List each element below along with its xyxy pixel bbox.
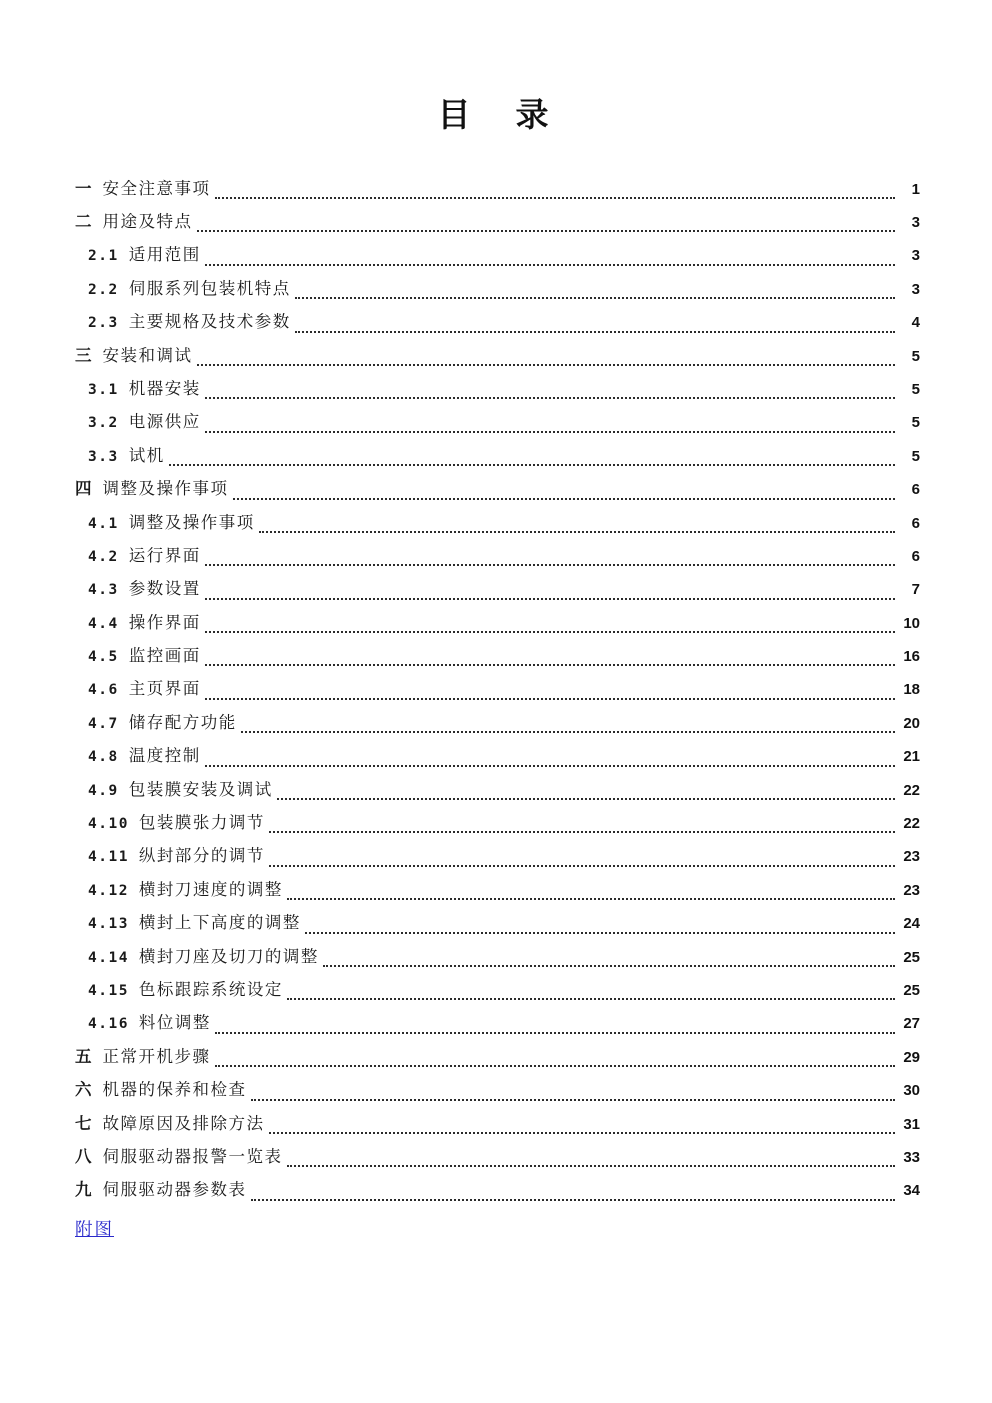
toc-entry-page: 25 [903,948,920,966]
toc-leader-dots [205,431,895,433]
toc-entry-page: 6 [911,481,920,499]
toc-entry [75,375,920,408]
toc-leader-dots [205,598,895,600]
toc-entry-title: 储存配方功能 [128,712,237,732]
toc-entry-page: 6 [911,514,920,532]
toc-entry-number: 五 [75,1046,93,1066]
toc-leader-dots [323,965,895,967]
toc-leader-dots [295,297,895,299]
toc-entry [75,675,920,708]
toc-entry-number: 2.2 [88,281,119,298]
toc-leader-dots [287,1165,896,1167]
toc-entry [75,542,920,575]
toc-entry-number: 4.6 [88,682,119,699]
toc-entry-number: 2.3 [88,315,119,332]
toc-entry-number: 九 [75,1180,93,1200]
toc-entry-number: 4.8 [88,749,119,766]
toc-entry-page: 3 [911,213,920,231]
toc-entry-title: 调整及操作事项 [128,512,255,532]
toc-entry-number: 三 [75,345,93,365]
toc-entry [75,709,920,742]
toc-leader-dots [305,932,895,934]
toc-entry-page: 6 [911,547,920,565]
toc-leader-dots [277,798,895,800]
toc-entry-page: 16 [903,648,920,666]
toc-leader-dots [269,831,895,833]
toc-entry-page: 23 [903,848,920,866]
toc-entry [75,609,920,642]
toc-entry-page: 7 [911,581,920,599]
toc-leader-dots [205,765,895,767]
toc-leader-dots [251,1099,896,1101]
toc-entry-title: 伺服系列包装机特点 [128,278,291,298]
toc-entry-number: 4.9 [88,782,119,799]
toc-entry-page: 25 [903,981,920,999]
toc-entry [75,241,920,274]
toc-leader-dots [197,364,896,366]
toc-entry-page: 30 [903,1082,920,1100]
toc-entry-title: 料位调整 [138,1013,211,1033]
toc-leader-dots [269,865,895,867]
toc-leader-dots [287,998,895,1000]
toc-entry [75,842,920,875]
toc-entry-number: 二 [75,211,93,231]
toc-entry-title: 调整及操作事项 [102,479,229,499]
toc-leader-dots [241,731,895,733]
toc-entry [75,909,920,942]
toc-entry-title: 运行界面 [128,545,201,565]
toc-entry-number: 六 [75,1080,93,1100]
toc-entry-number: 4.5 [88,649,119,666]
toc-entry-number: 一 [75,178,93,198]
toc-entry [75,408,920,441]
toc-entry-number: 七 [75,1113,93,1133]
toc-leader-dots [205,664,895,666]
toc-entry-page: 5 [911,347,920,365]
toc-leader-dots [287,898,895,900]
toc-entry-title: 横封上下高度的调整 [138,913,301,933]
toc-leader-dots [205,397,895,399]
toc-list [0,175,992,1210]
toc-entry-page: 33 [903,1148,920,1166]
toc-entry [75,175,920,208]
toc-leader-dots [233,498,896,500]
toc-entry-page: 1 [911,180,920,198]
toc-entry-title: 电源供应 [128,412,201,432]
toc-leader-dots [251,1199,896,1201]
toc-entry [75,1043,920,1076]
toc-entry [75,442,920,475]
toc-entry-number: 八 [75,1146,93,1166]
toc-entry-number: 4.13 [88,916,129,933]
toc-entry [75,342,920,375]
toc-entry-page: 22 [903,781,920,799]
toc-entry-title: 主要规格及技术参数 [128,312,291,332]
toc-entry-title: 伺服驱动器报警一览表 [102,1146,283,1166]
toc-entry-page: 5 [911,447,920,465]
toc-entry [75,1110,920,1143]
toc-entry-title: 适用范围 [128,245,201,265]
toc-leader-dots [169,464,895,466]
toc-entry-title: 伺服驱动器参数表 [102,1180,247,1200]
toc-entry-title: 安装和调试 [102,345,193,365]
toc-entry-page: 29 [903,1048,920,1066]
toc-entry [75,876,920,909]
toc-entry-page: 22 [903,815,920,833]
toc-entry-page: 34 [903,1182,920,1200]
toc-entry-title: 主页界面 [128,679,201,699]
page-title: 目 录 [437,98,555,134]
appendix-link-row [0,1216,992,1241]
toc-entry [75,943,920,976]
toc-entry-title: 温度控制 [128,746,201,766]
toc-entry-title: 包装膜张力调节 [138,813,265,833]
toc-entry-number: 3.1 [88,381,119,398]
toc-entry-title: 正常开机步骤 [102,1046,211,1066]
toc-entry-number: 四 [75,479,93,499]
toc-entry [75,1009,920,1042]
toc-entry-title: 操作界面 [128,612,201,632]
toc-leader-dots [205,698,895,700]
toc-entry-page: 23 [903,881,920,899]
toc-entry [75,976,920,1009]
toc-leader-dots [205,631,895,633]
toc-entry-number: 4.16 [88,1016,129,1033]
toc-entry [75,308,920,341]
toc-entry-page: 10 [903,614,920,632]
toc-entry-page: 20 [903,714,920,732]
toc-entry-number: 4.15 [88,982,129,999]
toc-entry-number: 4.12 [88,882,129,899]
toc-leader-dots [205,264,895,266]
toc-leader-dots [197,230,896,232]
toc-entry-page: 5 [911,414,920,432]
toc-entry [75,642,920,675]
toc-leader-dots [259,531,895,533]
toc-leader-dots [269,1132,896,1134]
toc-entry-title: 包装膜安装及调试 [128,779,273,799]
toc-entry-page: 24 [903,915,920,933]
toc-entry-number: 4.2 [88,548,119,565]
toc-entry-title: 试机 [128,445,165,465]
toc-entry-title: 安全注意事项 [102,178,211,198]
toc-entry-page: 4 [911,314,920,332]
toc-entry-page: 3 [911,280,920,298]
toc-entry-title: 参数设置 [128,579,201,599]
toc-leader-dots [215,197,896,199]
toc-leader-dots [215,1065,896,1067]
toc-entry-number: 4.1 [88,515,119,532]
toc-entry-title: 用途及特点 [102,211,193,231]
toc-leader-dots [205,564,895,566]
appendix-figures-link[interactable]: 附图 [75,1218,114,1239]
toc-entry [75,776,920,809]
toc-leader-dots [295,331,895,333]
toc-entry-title: 纵封部分的调节 [138,846,265,866]
toc-entry-page: 21 [903,748,920,766]
toc-entry-number: 3.3 [88,448,119,465]
toc-entry-number: 4.10 [88,816,129,833]
toc-entry-page: 27 [903,1015,920,1033]
toc-entry [75,509,920,542]
toc-entry [75,1176,920,1209]
toc-entry [75,275,920,308]
toc-entry-title: 故障原因及排除方法 [102,1113,265,1133]
toc-entry-number: 4.3 [88,582,119,599]
toc-entry-title: 监控画面 [128,646,201,666]
toc-entry-page: 18 [903,681,920,699]
toc-entry-title: 横封刀座及切刀的调整 [138,946,319,966]
toc-entry-page: 5 [911,380,920,398]
toc-entry-number: 4.14 [88,949,129,966]
toc-entry [75,1076,920,1109]
toc-entry-number: 2.1 [88,248,119,265]
toc-entry-title: 机器安装 [128,378,201,398]
toc-entry [75,208,920,241]
toc-entry [75,1143,920,1176]
toc-entry [75,575,920,608]
toc-entry-page: 3 [911,247,920,265]
toc-entry [75,475,920,508]
toc-entry-page: 31 [903,1115,920,1133]
toc-entry-title: 横封刀速度的调整 [138,879,283,899]
toc-entry [75,742,920,775]
toc-entry-number: 4.4 [88,615,119,632]
toc-entry-number: 4.7 [88,715,119,732]
toc-entry-number: 4.11 [88,849,129,866]
toc-entry [75,809,920,842]
toc-leader-dots [215,1032,895,1034]
toc-entry-number: 3.2 [88,415,119,432]
toc-entry-title: 色标跟踪系统设定 [138,979,283,999]
toc-entry-title: 机器的保养和检查 [102,1080,247,1100]
